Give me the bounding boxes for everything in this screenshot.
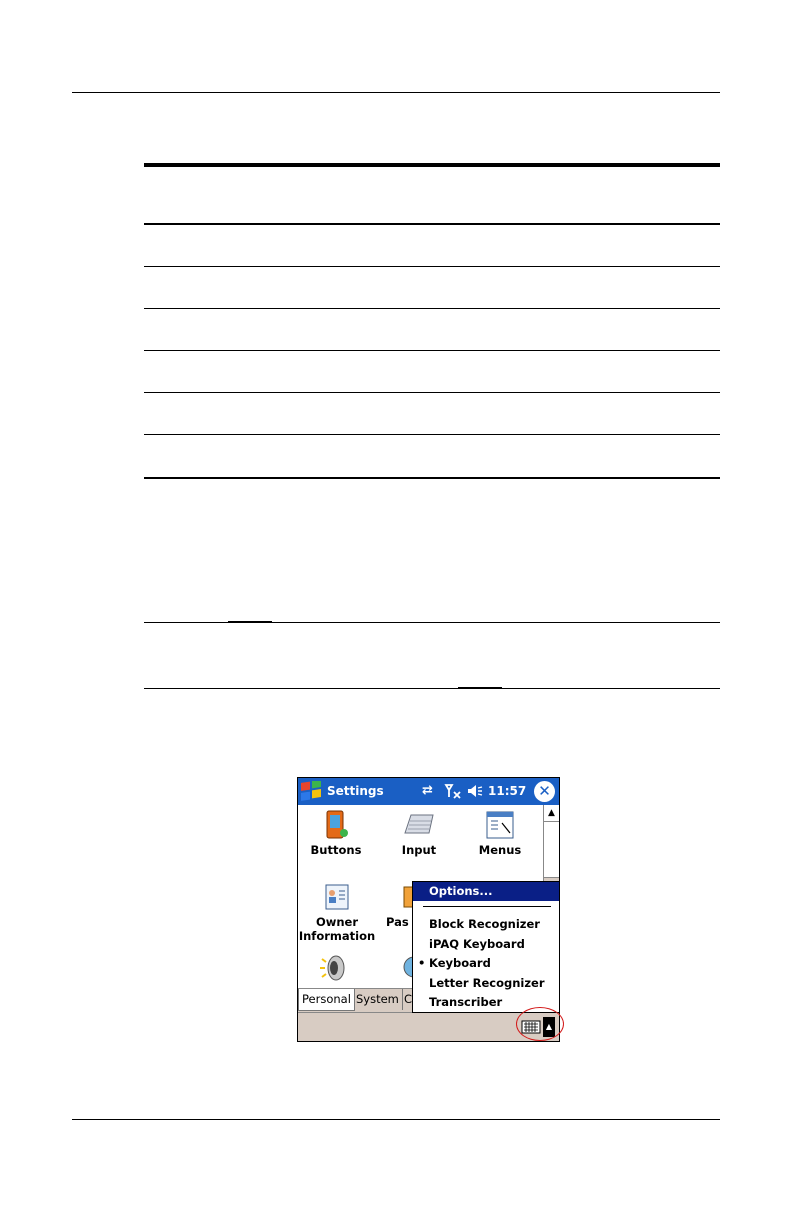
footer-rule (72, 1119, 720, 1120)
menu-separator (423, 906, 551, 907)
start-flag-icon[interactable] (300, 781, 322, 803)
menu-item-transcriber[interactable]: Transcriber (429, 995, 503, 1009)
table-top-rule (144, 163, 720, 167)
selected-bullet: • (418, 956, 426, 970)
keyboard-icon (402, 809, 436, 841)
app-label: Menus (478, 843, 522, 857)
sync-icon[interactable]: ⇄ (422, 783, 433, 798)
signal-off-icon[interactable] (444, 782, 462, 800)
menu-item-label: Keyboard (429, 956, 491, 970)
table-rule (144, 266, 720, 267)
menu-item-letter-recognizer[interactable]: Letter Recognizer (429, 976, 545, 990)
chevron-up-icon[interactable]: ▲ (543, 1017, 555, 1037)
pocket-pc-screenshot (297, 777, 560, 1042)
buttons-icon (320, 809, 352, 841)
app-label: Information (298, 929, 376, 943)
app-label: Owner (315, 915, 359, 929)
app-sounds[interactable] (316, 951, 356, 987)
scroll-thumb[interactable] (544, 822, 559, 878)
input-method-menu (412, 881, 560, 1013)
owner-info-icon (321, 881, 353, 913)
menu-item-options[interactable]: Options... (413, 882, 560, 901)
menu-item-ipaq-keyboard[interactable]: iPAQ Keyboard (429, 937, 525, 951)
tab-system[interactable]: System (353, 989, 403, 1010)
scroll-up-icon[interactable]: ▲ (544, 805, 559, 822)
table-rule (144, 434, 720, 435)
app-input[interactable] (394, 809, 444, 857)
app-title: Settings (327, 784, 384, 798)
app-buttons[interactable] (308, 809, 364, 857)
app-label: Pas (386, 915, 409, 929)
note-bottom-rule-accent (458, 687, 502, 689)
sounds-icon (318, 951, 354, 985)
close-icon[interactable]: ✕ (534, 781, 555, 802)
table-rule (144, 223, 720, 225)
tab-connections[interactable]: C (401, 989, 414, 1010)
app-menus[interactable] (472, 809, 528, 857)
app-label: Buttons (310, 843, 362, 857)
table-rule (144, 392, 720, 393)
table-rule (144, 350, 720, 351)
table-bottom-rule (144, 477, 720, 479)
note-bottom-rule (144, 688, 720, 689)
note-top-rule-accent (228, 621, 272, 623)
speaker-icon[interactable] (466, 782, 484, 800)
app-label: Input (401, 843, 437, 857)
tab-personal[interactable]: Personal (298, 989, 355, 1011)
title-bar (298, 778, 559, 805)
clock[interactable]: 11:57 (488, 784, 527, 798)
app-owner-information[interactable] (298, 881, 376, 943)
callout-circle (516, 1007, 564, 1041)
menu-item-block-recognizer[interactable]: Block Recognizer (429, 917, 540, 931)
table-rule (144, 308, 720, 309)
menus-icon (484, 809, 516, 841)
menu-item-keyboard[interactable] (413, 954, 560, 973)
header-rule (72, 92, 720, 93)
